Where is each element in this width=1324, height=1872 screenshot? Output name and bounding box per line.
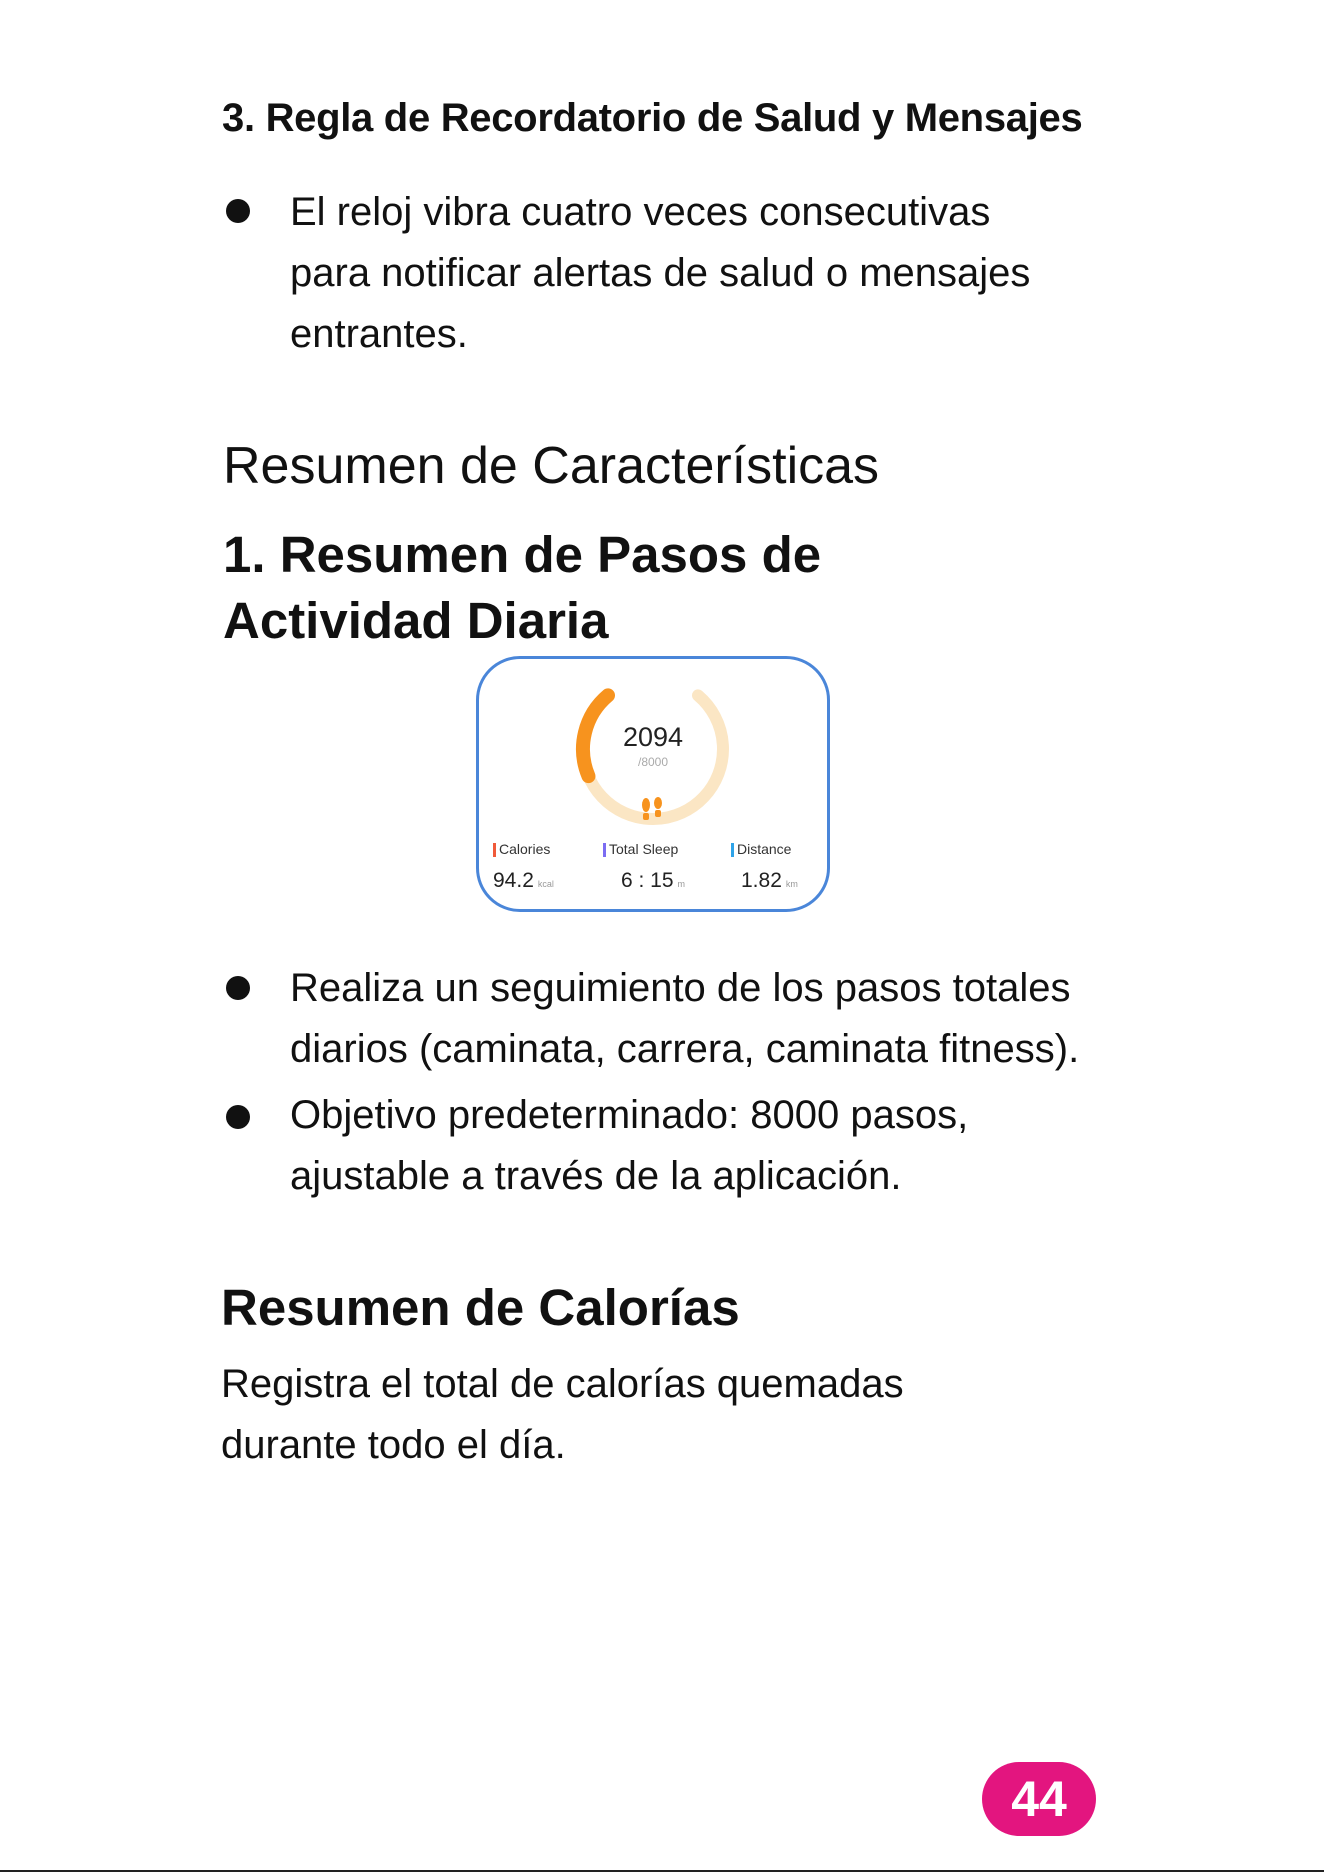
page-number-badge: 44 [982,1762,1096,1836]
bullet-line: diarios (caminata, carrera, caminata fitness). [290,1027,1080,1071]
stat-unit: m [677,879,686,889]
bullet-dot [226,1105,250,1129]
bullet-line: Objetivo predeterminado: 8000 pasos, [290,1093,969,1137]
bullet-dot [226,199,250,223]
steps-section-heading [223,522,923,654]
stat-value-row [731,869,798,893]
bullet-line: entrantes. [290,312,468,356]
stat-unit: kcal [537,879,554,889]
heading-line: 1. Resumen de Pasos de [223,526,822,583]
steps-count: 2094 [622,722,684,752]
bullet-line: para notificar alertas de salud o mensajes [290,251,1031,295]
calories-line: durante todo el día. [221,1423,566,1467]
bullet-dot [226,976,250,1000]
bullet-text [290,958,1190,1080]
bullet-text [290,182,1190,365]
stat-value-row [603,869,685,893]
stat-label: Calories [493,841,554,857]
stat-unit: km [785,879,798,889]
stat-value: 1.82 [741,869,782,892]
footsteps-icon [637,796,667,822]
calories-title: Resumen de Calorías [221,1279,740,1336]
heading-line: Actividad Diaria [223,592,609,649]
stat-distance [731,841,798,893]
bullet-text [290,1085,1190,1207]
stat-value: 6 : 15 [621,869,674,892]
calories-description [221,1354,1001,1476]
steps-goal: /8000 [637,755,669,769]
calories-line: Registra el total de calorías quemadas [221,1362,904,1406]
stat-total-sleep [603,841,685,893]
watch-screen-card [476,656,830,912]
stat-calories [493,841,554,893]
stat-value-row [493,869,554,893]
stat-label: Total Sleep [603,841,685,857]
bullet-line: Realiza un seguimiento de los pasos totales [290,966,1071,1010]
bullet-line: ajustable a través de la aplicación. [290,1154,902,1198]
health-rule-heading: 3. Regla de Recordatorio de Salud y Mensajes [222,96,1083,140]
stat-value: 94.2 [493,869,534,892]
bullet-line: El reloj vibra cuatro veces consecutivas [290,190,991,234]
features-title: Resumen de Características [223,437,880,495]
stat-label: Distance [731,841,798,857]
